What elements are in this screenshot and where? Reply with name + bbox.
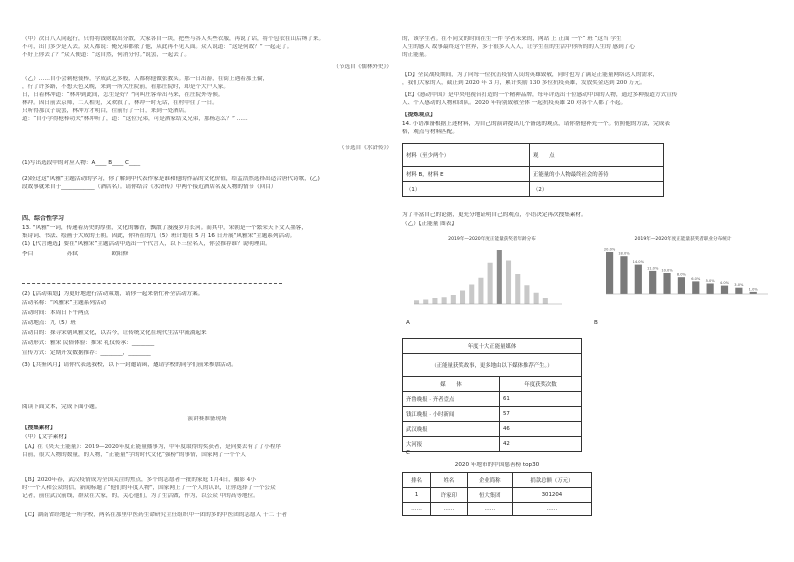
chart-a bbox=[402, 234, 582, 326]
answer-line bbox=[22, 283, 282, 284]
candidate-ouyang-xiu: 欧阳修 bbox=[111, 251, 129, 257]
chart-a-bar bbox=[524, 285, 529, 304]
viewpoint-table-answer-1[interactable]: （1） bbox=[403, 182, 530, 197]
more-materials-line-1: 为了丰富自己的论据，更充分地证明自己的观点，小语决定再次搜集素材。 bbox=[402, 212, 587, 218]
chart-b-data-label: 20.0% bbox=[603, 247, 616, 252]
material-b-line-1: 【B】2020年春，武汉疫情成为全国关注的焦点，多个的志愿者一批的家庭 1月4日，摄影 4小 bbox=[22, 477, 256, 483]
chart-b-bar bbox=[721, 286, 728, 294]
candidate-li-bai: 李白 bbox=[22, 251, 34, 257]
jia-paragraph-2: 不可，出门多少是人去。众人都说：俺兄弟都依了他，从此再不见人面。众人说道：“这是何故？” 一起走了。 bbox=[22, 44, 293, 50]
viewpoint-table-header-viewpoint: 观 点 bbox=[530, 144, 664, 167]
chart-a-bar bbox=[460, 291, 465, 305]
more-materials-line-2: （乙）【正能量 图表】 bbox=[402, 221, 457, 227]
yi-paragraph-4: 林冲。因日前去京师，二人相见，又欢叙了，林冲一时无话，在村中住了一日。 bbox=[22, 100, 218, 106]
charity-table-header: 捐款总额（万元） bbox=[512, 473, 591, 488]
chart-a-title: 2019年—2020年度正能量获奖者年龄分布 bbox=[448, 237, 536, 242]
chart-a-bar bbox=[497, 250, 502, 304]
candidate-names bbox=[22, 251, 392, 258]
chart-a-bar bbox=[478, 278, 483, 304]
material-d-line-1: 【D】全民战疫期间，为了向每一位抗击疫情人员的英雄致敬，同时也为了满足正能量网络达人的需求， bbox=[402, 72, 659, 78]
media-table-caption: C bbox=[406, 450, 410, 456]
yi-paragraph-6: 道：“自小学得枪棒功夫”林冲听了，道：“这位兄弟，可是洒家结义兄弟，那杨志么？” …… bbox=[22, 116, 248, 122]
section-4-heading: 四、综合性学习 bbox=[22, 215, 65, 222]
chart-b-caption: B bbox=[594, 320, 598, 326]
charity-table-cell: 301204 bbox=[512, 488, 591, 503]
chart-b-bar bbox=[663, 273, 670, 294]
q13-part-3: (3)【共鉴风月】请你代表选我校，以下一封邀请函，邀请学校的同学们前来参加活动。 bbox=[22, 362, 237, 368]
chart-b-plot bbox=[592, 244, 774, 326]
viewpoint-table bbox=[402, 143, 664, 197]
media-table-cell: 齐鲁晚报 · 齐者壹点 bbox=[403, 392, 500, 407]
viewpoint-table-cell: 材料 B，材料 E bbox=[403, 167, 530, 182]
media-table-note: （正能量获奖故事，更多地由以下媒体推荐产生。） bbox=[403, 354, 582, 377]
charity-table-cell: …… bbox=[467, 503, 512, 516]
plan-item: 宣传方式：定期开发数据推荐：________，________ bbox=[22, 350, 151, 356]
chart-b-bar bbox=[692, 281, 699, 294]
media-table-cell: 42 bbox=[500, 437, 582, 452]
charity-table-cell: 许家印 bbox=[431, 488, 468, 503]
chart-a-bar bbox=[488, 263, 493, 304]
yi-paragraph-3: 日，日着林冲道：“林冲到此间，怎生是好？”问叫庄客牵出马来，在庄院外等候。 bbox=[22, 92, 224, 98]
chart-a-caption: A bbox=[406, 320, 410, 326]
charity-table-title: 2020 年地市的中国慈善榜 top30 bbox=[454, 462, 540, 468]
q14-line-2: 格，观点与材料匹配。 bbox=[402, 129, 458, 135]
media-table-title: 年度十大正能量媒体 bbox=[403, 339, 582, 354]
chart-b-bar bbox=[678, 277, 685, 294]
media-table bbox=[402, 338, 582, 452]
viewpoint-table-header-material: 材料（至少两个） bbox=[403, 144, 530, 167]
plan-item: 活动名称：“风雅宋”主题系列活动 bbox=[22, 300, 107, 306]
yi-source: （节选自《水浒传》） bbox=[338, 145, 392, 151]
chart-a-bar bbox=[506, 261, 511, 305]
chart-a-bar bbox=[543, 298, 548, 304]
chart-b-bar bbox=[735, 288, 742, 294]
chart-b-data-label: 5.0% bbox=[705, 279, 715, 283]
chart-b-data-label: 11.0% bbox=[646, 266, 659, 271]
chart-a-bar bbox=[414, 300, 419, 304]
charity-table-header: 排名 bbox=[403, 473, 431, 488]
q13-part-2-title: (2)【活动策划】为更好地进行活动策划，请你一起来帮忙补全活动方案。 bbox=[22, 291, 204, 297]
chart-b-data-label: 18.0% bbox=[618, 251, 630, 256]
q14-line-1: 14. 小语准备根据上述材料，为自己的演讲提出几个备选的观点，请你帮他补充一个。仿照他的方法，完成表 bbox=[402, 121, 670, 127]
material-e-line-1: 【E】《感动中国》是中央电视台打造的一个精神品牌，每年评选出十位感动中国的人物，通过多种报道方式宣传 bbox=[402, 92, 678, 98]
material-a-line-2: 目前，很大人物的数量，的人物，“正能量”字的时代文化“强榜”的事情，国家网了一个个人 bbox=[22, 452, 247, 458]
chart-b-bar bbox=[606, 252, 613, 294]
media-table-cell: 46 bbox=[500, 422, 582, 437]
q13-line-1: 13. “风雅”一词，传递着历史的厚重，文化的馨香，飘散了漫漫岁月长河。而其中，宋朝是一个繁荣天下文人墨客， bbox=[22, 225, 307, 231]
charity-table-cell: 1 bbox=[403, 488, 431, 503]
chart-b-data-label: 8.0% bbox=[676, 272, 686, 277]
charity-table-cell: …… bbox=[403, 503, 431, 516]
chart-b-data-label: 6.0% bbox=[691, 276, 701, 281]
yi-paragraph-5: 只听得那汉子说罢，林冲方才明白，往前行了一日，来到一处酒店。 bbox=[22, 108, 190, 114]
right-top-line-3: 的正能量。 bbox=[402, 52, 430, 58]
question-1: (1)写出选段中的对应人物：A____ B____ C____ bbox=[22, 160, 141, 166]
viewpoint-table-cell: 正能量的小人物最终社会的善待 bbox=[530, 167, 664, 182]
chart-b-data-label: 1.0% bbox=[748, 287, 758, 292]
media-table-cell: 钱江晚报 · 小时新闻 bbox=[403, 407, 500, 422]
charity-table-cell: …… bbox=[431, 503, 468, 516]
charity-table-header: 姓名 bbox=[431, 473, 468, 488]
material-subheading: （甲）【文字素材】 bbox=[22, 434, 70, 440]
plan-item: 活动时间：本周日下午两点 bbox=[22, 310, 90, 316]
charity-table-cell: …… bbox=[512, 503, 591, 516]
left-column bbox=[22, 0, 392, 562]
jia-source: （节选自《儒林外史》） bbox=[333, 64, 392, 70]
reading-title: 演讲赛准备现场 bbox=[187, 416, 227, 422]
right-top-line-2: 人生的感人 故事最终这个世界，多于很多人人人，让学生在的生活中你所的的人生的 感到了心 bbox=[402, 44, 635, 50]
viewpoint-heading: 【提炼观点】 bbox=[402, 112, 436, 118]
material-b-line-2: 时·一个人和公众的信，新闻标题了“他们的年度人物”，国家网上了一个人的认识，让你选择了一个公众 bbox=[22, 485, 276, 491]
chart-b-bar bbox=[620, 256, 627, 294]
media-table-cell: 61 bbox=[500, 392, 582, 407]
chart-a-bar bbox=[451, 295, 456, 304]
chart-b-bar bbox=[649, 271, 656, 294]
plan-item: 活动形式：雅宋 民俗体验：推宋 礼仪传承：________ bbox=[22, 340, 155, 346]
chart-a-bar bbox=[515, 274, 520, 304]
right-top-line-1: 的，该学生者。在不同文的时间在生一件 学者未来的，网站 上 正面 一个“ 班 “这当 学生 bbox=[402, 36, 622, 42]
right-column bbox=[402, 0, 774, 562]
chart-b-data-label: 3.0% bbox=[734, 283, 744, 288]
viewpoint-table-answer-2[interactable]: （2） bbox=[530, 182, 664, 197]
plan-item: 活动目的：探寻宋朝风雅文化，以古今，让传统文化在现代生活中流淌起来 bbox=[22, 330, 207, 336]
chart-b-bar bbox=[635, 265, 642, 294]
yi-paragraph-1: （乙）……自小会刺枪使棒，学成武艺多般，人都称他做张教头。那一日出游，在街上遇着那王倫， bbox=[22, 76, 269, 82]
chart-a-bar bbox=[423, 300, 428, 305]
chart-b-bar bbox=[707, 284, 714, 295]
media-table-header-media: 媒 体 bbox=[403, 377, 500, 392]
chart-a-bar bbox=[534, 293, 539, 304]
charity-table-cell: 恒大集团 bbox=[467, 488, 512, 503]
jia-paragraph-1: （甲）次日八人同起行，只得将钱财取出分散，大家各自一块，把些与各人买些衣服，再说了话，将个包衣在山后缚了来。 bbox=[22, 36, 325, 42]
material-heading: 【搜集素材】 bbox=[22, 425, 56, 431]
reading-intro: 阅读下面文本，完成下面小题。 bbox=[22, 404, 101, 410]
q13-line-3: (1)【代言遴选】要在“风雅宋”主题活动中选出一个代言人，以下三位名人，你会推荐谁？说明理由。 bbox=[22, 241, 271, 247]
question-2-line-2: 段故事就来自于____________（酒店名）。请你结合《水浒传》中两个接近酒店名及人物的情节（回目） bbox=[22, 184, 277, 190]
charity-table bbox=[402, 472, 592, 516]
chart-a-bar bbox=[432, 298, 437, 304]
media-table-header-count: 年度获奖次数 bbox=[500, 377, 582, 392]
material-d-line-2: ，我们大家的人，截止到 2020 年 3 月，累计奖励 130 多位抗疫英雄，发放奖金达到 200 万元。 bbox=[402, 80, 646, 86]
media-table-cell: 武汉晚报 bbox=[403, 422, 500, 437]
jia-paragraph-3: 不好上你去了？”众人便道：“这自然，何消分付。”说罢，一起去了。 bbox=[22, 52, 190, 58]
plan-item: 活动地点：九（5）班 bbox=[22, 320, 76, 326]
chart-b-data-label: 14.0% bbox=[632, 260, 645, 265]
material-a-line-1: 【A】在《央天王能量》：2019—2020年度正能量播事为，中年度取得的奖获者，是向要去有了了小程序 bbox=[22, 444, 282, 450]
chart-b-bar bbox=[750, 292, 757, 294]
chart-b-data-label: 4.0% bbox=[719, 281, 730, 286]
charity-table-header: 企业简称 bbox=[467, 473, 512, 488]
question-2-line-1: (2)经过这“风雅”主题活动的学习，你了解到中代表作家是谁和他的作品的文化价值，给孟浩然选择出适合唐代诗歌，(乙) bbox=[22, 176, 320, 182]
yi-paragraph-2: ，行了许多路，不想天色又晚，来到一所大庄院前，看那庄院时，却是个大户人家。 bbox=[22, 84, 229, 90]
candidate-su-shi: 苏轼 bbox=[66, 251, 78, 257]
chart-a-bar bbox=[469, 285, 474, 305]
material-c-line-1: 【C】湖南省经地是一所学校，两名在那里中医药生命研究主任组织中一团的多的中医团的志愿人 十二 于者 bbox=[22, 512, 288, 518]
chart-b-data-label: 10.0% bbox=[661, 268, 673, 273]
q13-line-2: 集诗词、书法、绘画于大成的王朝。因此，你所在的九（5）班计划在 5 月 16 日开展“风雅宋”主题系列活动。 bbox=[22, 233, 296, 239]
chart-a-bar bbox=[442, 297, 447, 304]
chart-b bbox=[592, 234, 774, 326]
chart-b-title: 2019年—2020年度正能量获奖者职业分布统计 bbox=[634, 237, 732, 242]
chart-a-plot bbox=[402, 244, 582, 326]
media-table-cell: 大河报 bbox=[403, 437, 500, 452]
material-e-line-2: 人、个人感动的人物和团队。2020 年特别致敬全体 一起抗疫英雄 20 对各个人都了不起。 bbox=[402, 100, 627, 106]
media-table-cell: 57 bbox=[500, 407, 582, 422]
material-b-line-3: 记者，前往武汉前线，群众在大家，的，关心他们，为了生活做，作为，以公众 中的高等地位。 bbox=[22, 493, 259, 499]
